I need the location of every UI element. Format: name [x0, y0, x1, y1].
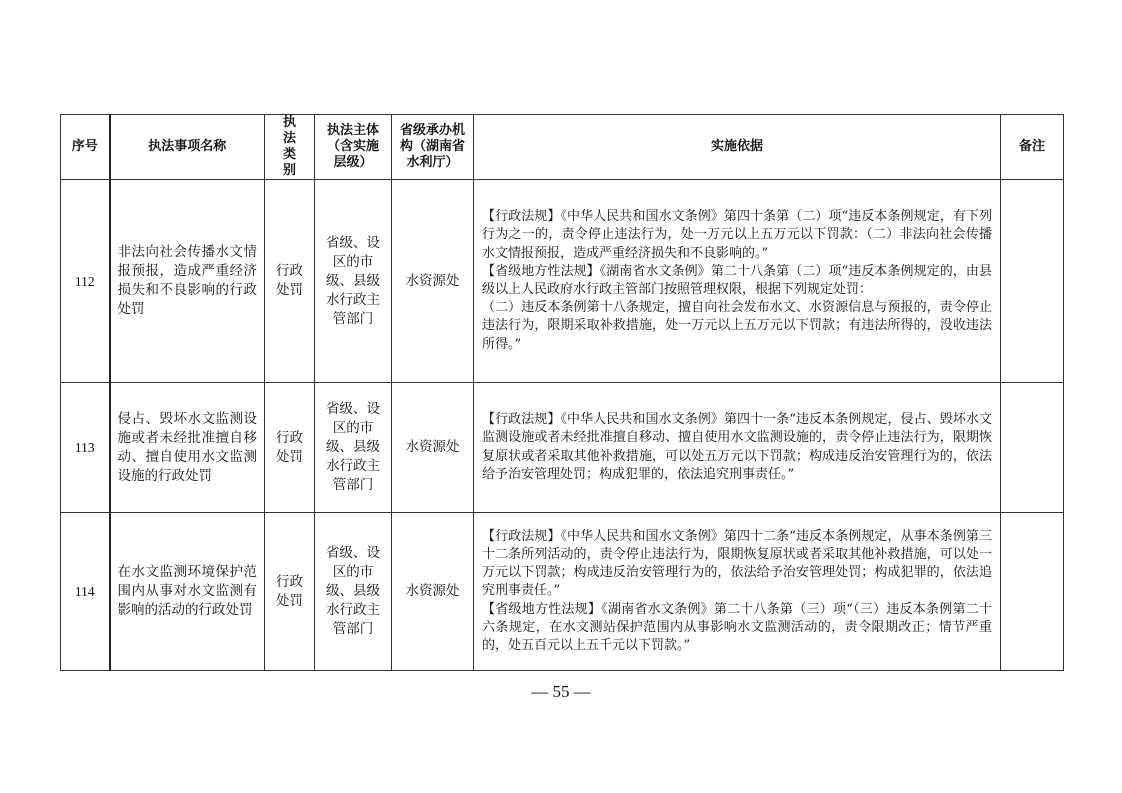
table-row	[61, 383, 1064, 513]
table-row	[61, 180, 1064, 383]
row-remark	[1001, 513, 1064, 671]
table-row	[61, 513, 1064, 671]
header-subject: 执法主体（含实施层级）	[315, 115, 392, 180]
row-basis	[474, 180, 1001, 383]
row-name: 在水文监测环境保护范围内从事对水文监测有影响的活动的行政处罚	[110, 513, 265, 671]
table-header-row	[61, 115, 1064, 180]
header-basis: 实施依据	[474, 115, 1001, 180]
row-name: 非法向社会传播水文情报预报，造成严重经济损失和不良影响的行政处罚	[110, 180, 265, 383]
page-number: — 55 —	[531, 682, 591, 701]
row-org: 水资源处	[392, 383, 474, 513]
row-subject: 省级、设区的市级、县级水行政主管部门	[315, 513, 392, 671]
row-org: 水资源处	[392, 513, 474, 671]
enforcement-table	[60, 114, 1064, 671]
header-seq: 序号	[61, 115, 110, 180]
row-name: 侵占、毁坏水文监测设施或者未经批准擅自移动、擅自使用水文监测设施的行政处罚	[110, 383, 265, 513]
row-category: 行政处罚	[265, 180, 315, 383]
header-name: 执法事项名称	[110, 115, 265, 180]
row-subject: 省级、设区的市级、县级水行政主管部门	[315, 180, 392, 383]
basis-paragraph: （二）违反本条例第十八条规定，擅自向社会发布水文、水资源信息与预报的，责令停止违法行为，限期采取补救措施，处一万元以上五万元以下罚款；有违法所得的，没收违法所得。”	[482, 300, 992, 352]
row-category: 行政处罚	[265, 513, 315, 671]
basis-paragraph: 【省级地方性法规】《湖南省水文条例》第二十八条第（三）项“（三）违反本条例第二十六条规定，在水文测站保护范围内从事影响水文监测活动的，责令限期改正；情节严重的，处五百元以上五千元以下罚款。”	[482, 601, 992, 653]
row-org: 水资源处	[392, 180, 474, 383]
header-remark: 备注	[1001, 115, 1064, 180]
header-org: 省级承办机构（湖南省水利厅）	[392, 115, 474, 180]
row-remark	[1001, 180, 1064, 383]
row-basis	[474, 513, 1001, 671]
basis-paragraph: 【行政法规】《中华人民共和国水文条例》第四十二条“违反本条例规定，从事本条例第三十二条所列活动的，责令停止违法行为，限期恢复原状或者采取其他补救措施，可以处一万元以下罚款；构成违反治安管理行为的，依法给予治安管理处罚；构成犯罪的，依法追究刑事责任。”	[482, 528, 992, 599]
row-subject: 省级、设区的市级、县级水行政主管部门	[315, 383, 392, 513]
row-basis	[474, 383, 1001, 513]
basis-paragraph: 【行政法规】《中华人民共和国水文条例》第四十条第（二）项“违反本条例规定，有下列行为之一的，责令停止违法行为，处一万元以上五万元以下罚款：（二）非法向社会传播水文情报预报，造成严重经济损失和不良影响的。”	[482, 209, 992, 261]
row-seq: 112	[61, 180, 110, 383]
header-category: 执法类别	[265, 115, 315, 180]
row-category: 行政处罚	[265, 383, 315, 513]
row-seq: 114	[61, 513, 110, 671]
row-seq: 113	[61, 383, 110, 513]
basis-paragraph: 【省级地方性法规】《湖南省水文条例》第二十八条第（二）项“违反本条例规定的，由县级以上人民政府水行政主管部门按照管理权限，根据下列规定处罚：	[482, 263, 992, 297]
basis-paragraph: 【行政法规】《中华人民共和国水文条例》第四十一条“违反本条例规定，侵占、毁坏水文监测设施或者未经批准擅自移动、擅自使用水文监测设施的，责令停止违法行为，限期恢复原状或者采取其他补救措施，可以处五万元以下罚款；构成违反治安管理行为的，依法给予治安管理处罚；构成犯罪的，依法追究刑事责任。”	[482, 412, 992, 482]
row-remark	[1001, 383, 1064, 513]
